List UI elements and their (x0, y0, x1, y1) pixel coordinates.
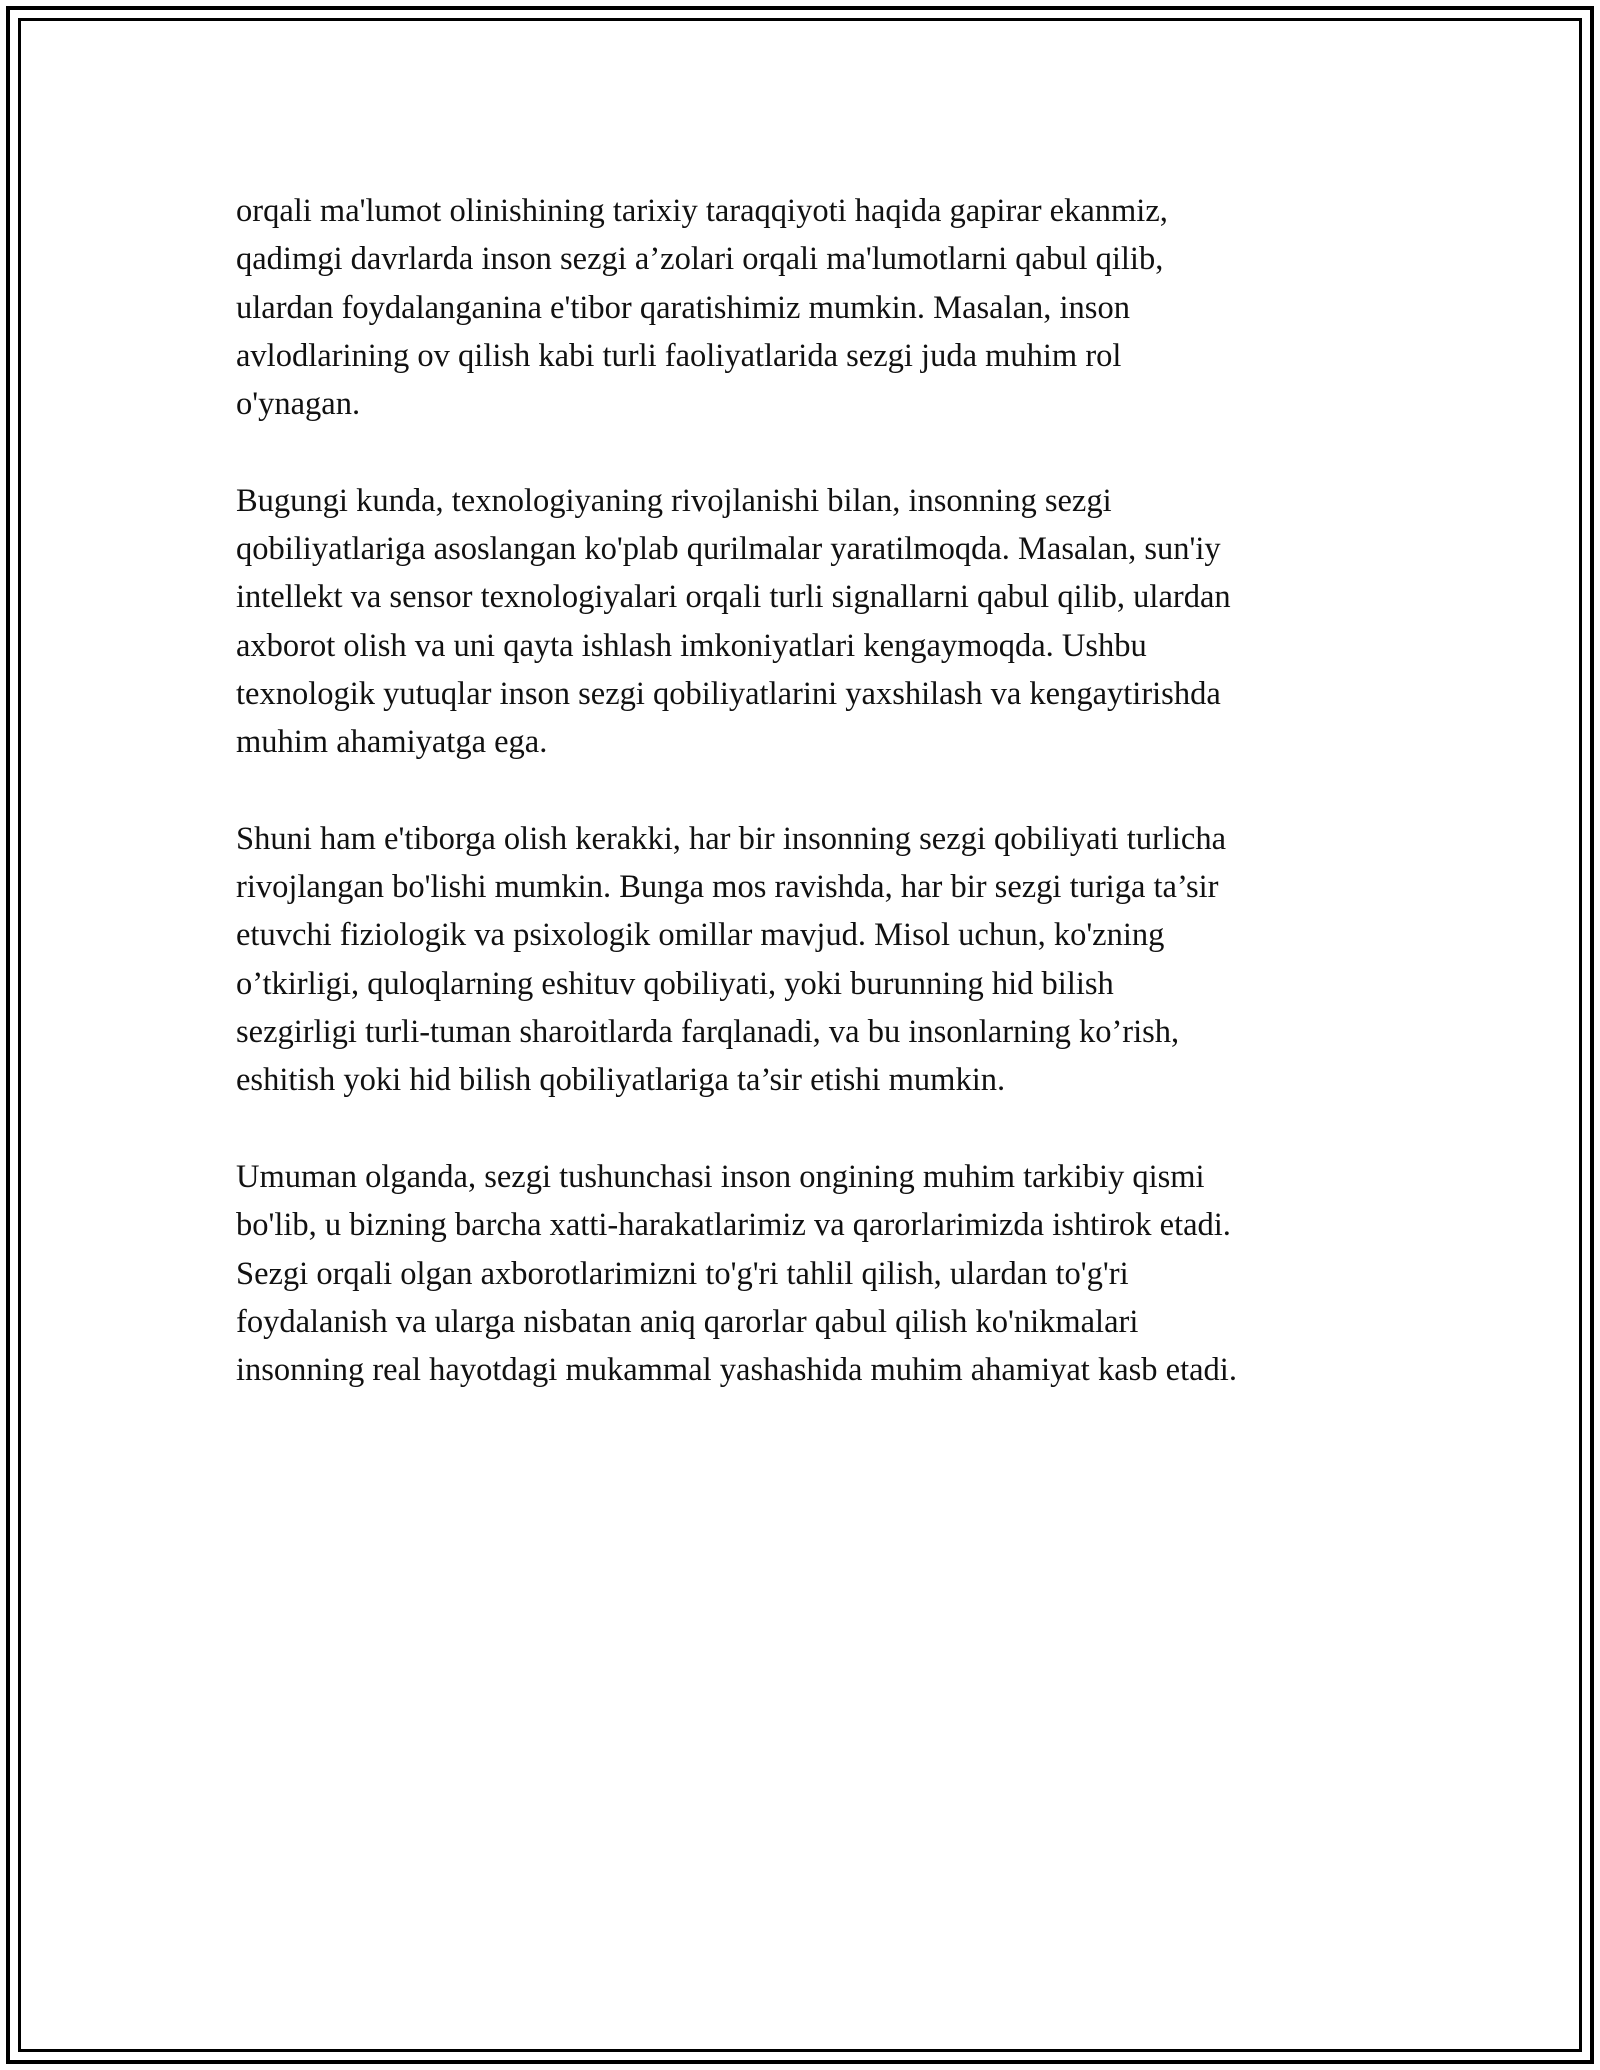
text-line: intellekt va sensor texnologiyalari orqali turli signallarni qabul qilib, ulardan (236, 579, 1231, 616)
text-line: etuvchi fiziologik va psixologik omillar mavjud. Misol uchun, ko'zning (236, 917, 1165, 954)
paragraph-conclusion (236, 1153, 1406, 1394)
text-line: eshitish yoki hid bilish qobiliyatlariga ta’sir etishi mumkin. (236, 1062, 1006, 1099)
text-line: Bugungi kunda, texnologiyaning rivojlanishi bilan, insonning sezgi (236, 482, 1112, 519)
text-line: Sezgi orqali olgan axborotlarimizni to'g'ri tahlil qilish, ulardan to'g'ri (236, 1255, 1129, 1292)
text-line: insonning real hayotdagi mukammal yashashida muhim ahamiyat kasb etadi. (236, 1352, 1237, 1389)
text-line: sezgirligi turli-tuman sharoitlarda farqlanadi, va bu insonlarning ko’rish, (236, 1014, 1180, 1051)
paragraph-history (236, 187, 1406, 428)
text-line: foydalanish va ularga nisbatan aniq qarorlar qabul qilish ko'nikmalari (236, 1303, 1139, 1340)
text-line: orqali ma'lumot olinishining tarixiy taraqqiyoti haqida gapirar ekanmiz, (236, 193, 1168, 229)
paragraph-individual-differences (236, 815, 1406, 1105)
text-line: axborot olish va uni qayta ishlash imkoniyatlari kengaymoqda. Ushbu (236, 627, 1147, 664)
text-line: Shuni ham e'tiborga olish kerakki, har bir insonning sezgi qobiliyati turlicha (236, 820, 1227, 857)
text-line: o'ynagan. (236, 386, 361, 423)
paragraph-technology (236, 477, 1406, 767)
text-line: avlodlarining ov qilish kabi turli faoliyatlarida sezgi juda muhim rol (236, 337, 1122, 374)
text-line: texnologik yutuqlar inson sezgi qobiliyatlarini yaxshilash va kengaytirishda (236, 675, 1221, 712)
text-line: qadimgi davrlarda inson sezgi a’zolari orqali ma'lumotlarni qabul qilib, (236, 241, 1164, 278)
text-line: o’tkirligi, quloqlarning eshituv qobiliyati, yoki burunning hid bilish (236, 965, 1114, 1002)
text-line: bo'lib, u bizning barcha xatti-harakatlarimiz va qarorlarimizda ishtirok etadi. (236, 1207, 1231, 1244)
text-line: ulardan foydalanganina e'tibor qaratishimiz mumkin. Masalan, inson (236, 289, 1130, 326)
text-line: Umuman olganda, sezgi tushunchasi inson ongining muhim tarkibiy qismi (236, 1158, 1205, 1195)
text-line: rivojlangan bo'lishi mumkin. Bunga mos ravishda, har bir sezgi turiga ta’sir (236, 869, 1219, 906)
text-line: qobiliyatlariga asoslangan ko'plab qurilmalar yaratilmoqda. Masalan, sun'iy (236, 531, 1221, 568)
document-body (236, 187, 1406, 1443)
text-line: muhim ahamiyatga ega. (236, 724, 548, 761)
